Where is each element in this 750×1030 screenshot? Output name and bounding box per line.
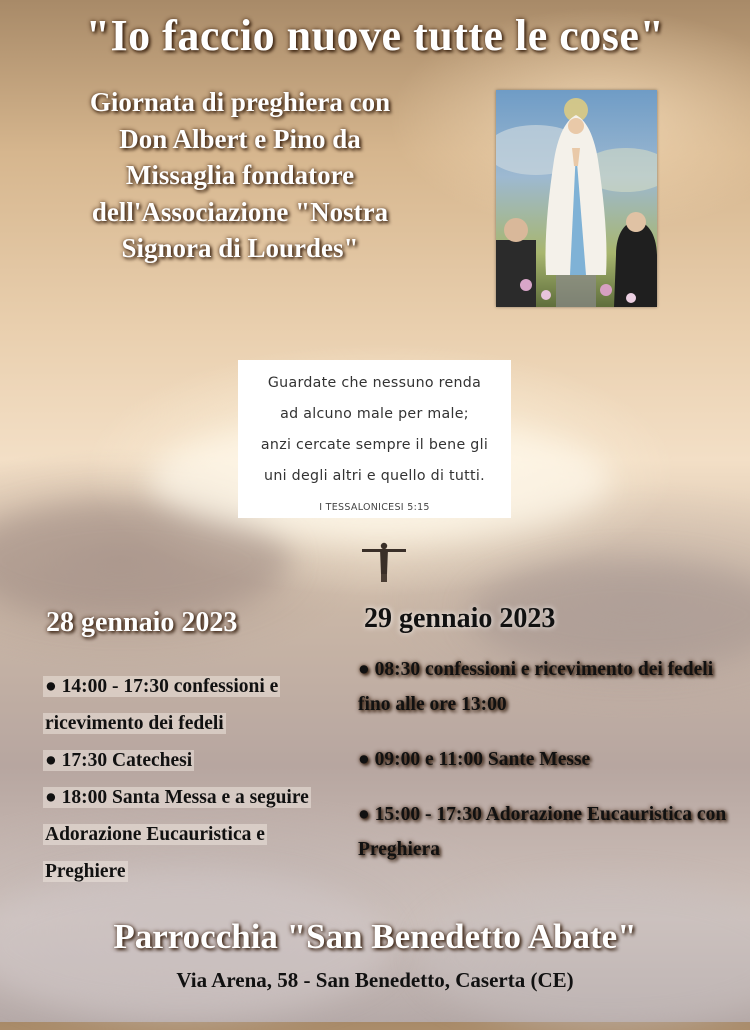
subtitle-line: Missaglia fondatore [125,160,355,190]
schedule-item: ● 18:00 Santa Messa e a seguire Adorazione Eucauristica e Preghiere [45,787,309,882]
quote-line: Guardate che nessuno renda [267,375,482,391]
christ-statue-icon [360,540,408,582]
schedule-item: ● 14:00 - 17:30 confessioni e ricevimento dei fedeli [45,676,279,734]
schedule-item: ● 15:00 - 17:30 Adorazione Eucauristica con Preghiera [358,804,727,860]
schedule-day1 [43,668,348,890]
quote-line: ad alcuno male per male; [280,406,469,422]
quote-line: uni degli altri e quello di tutti. [264,468,485,484]
subtitle-line: Giornata di preghiera con [89,87,391,117]
schedule-day2 [358,652,728,887]
schedule-item: ● 08:30 confessioni e ricevimento dei fedeli fino alle ore 13:00 [358,659,714,715]
quote-line: anzi cercate sempre il bene gli [260,437,489,453]
schedule-item: ● 09:00 e 11:00 Sante Messe [358,749,591,770]
quote-reference: I TESSALONICESI 5:15 [319,502,430,513]
subtitle-line: Don Albert e Pino da [119,123,361,154]
parish-address: Via Arena, 58 - San Benedetto, Caserta (CE) [176,968,574,992]
schedule-item: ● 17:30 Catechesi [45,750,193,771]
parish-name: Parrocchia "San Benedetto Abate" [113,917,637,956]
madonna-image [496,90,657,307]
date-heading-day1: 28 gennaio 2023 [46,607,238,638]
subtitle [40,84,440,267]
main-title: "Io faccio nuove tutte le cose" [85,11,665,60]
date-heading-day2: 29 gennaio 2023 [364,603,556,634]
madonna-illustration [496,90,657,307]
subtitle-line: Signora di Lourdes" [121,233,359,263]
quote-box [238,360,511,518]
quote-text [244,368,505,492]
subtitle-line: dell'Associazione "Nostra [91,196,389,227]
